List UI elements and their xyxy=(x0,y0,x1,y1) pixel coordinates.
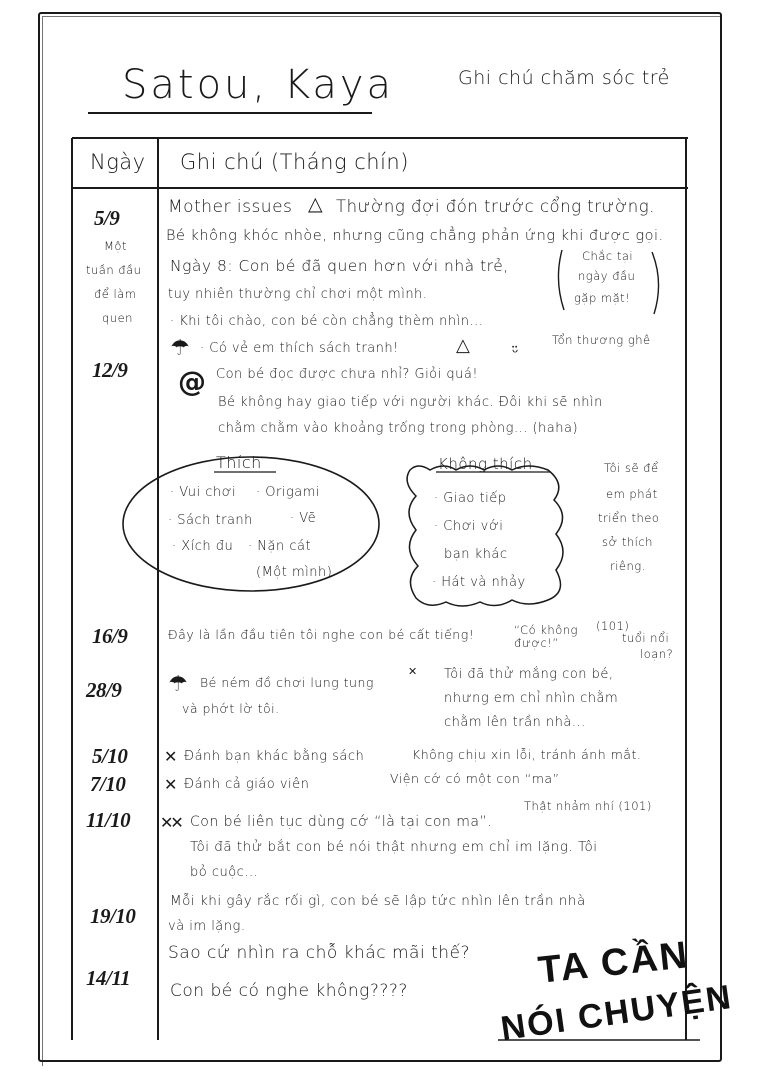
umbrella-icon: ☂ xyxy=(168,672,188,697)
margin-note-line: Thật nhảm nhí (101) xyxy=(524,799,652,813)
note-line: Đánh bạn khác bằng sách xyxy=(184,749,365,764)
like-item: (Một mình) xyxy=(256,565,333,580)
dislikes-title: Không thích xyxy=(438,455,533,473)
margin-note-line: gặp mặt! xyxy=(574,291,631,305)
margin-note-line: em phát xyxy=(606,487,658,501)
date-entry: 5/10 xyxy=(92,744,128,768)
double-cross-icon: ✕✕ xyxy=(160,813,181,832)
like-item: · Sách tranh xyxy=(168,513,253,528)
date-column-header: Ngày xyxy=(90,150,146,174)
note-line: nhưng em chỉ nhìn chằm xyxy=(444,691,619,706)
note-line: tuy nhiên thường chỉ chơi một mình. xyxy=(168,287,428,302)
margin-note-line: sở thích xyxy=(602,535,653,549)
dislike-item: · Hát và nhảy xyxy=(432,575,526,590)
note-line: Đánh cả giáo viên xyxy=(184,777,310,792)
note-line: Con bé có nghe không???? xyxy=(170,981,408,1001)
note-line: và phớt lờ tôi. xyxy=(182,701,280,716)
side-note-line: quen xyxy=(102,311,133,325)
note-line: chằm chằm vào khoảng trống trong phòng... (haha) xyxy=(218,421,579,436)
note-line: Bé ném đồ chơi lung tung xyxy=(200,675,374,690)
cross-icon: ✕ xyxy=(164,747,178,766)
sweat-face-icon: ᵕ̈ xyxy=(512,343,519,362)
note-line: Tôi đã thử mắng con bé, xyxy=(444,667,614,682)
dizzy-face-icon: ✕ xyxy=(408,665,418,678)
like-item: · Xích đu xyxy=(172,539,234,554)
note-line: Không chịu xin lỗi, tránh ánh mắt. xyxy=(412,747,642,762)
note-line: Đây là lần đầu tiên tôi nghe con bé cất tiếng! xyxy=(168,627,475,642)
margin-note-line: loạn? xyxy=(640,647,674,661)
date-entry: 12/9 xyxy=(92,358,128,382)
triangle-icon: △ xyxy=(308,193,323,215)
date-entry: 5/9 xyxy=(94,206,120,230)
star-doodle-icon: △ xyxy=(456,335,470,356)
margin-note-line: triển theo xyxy=(598,511,660,525)
like-item: · Vui chơi xyxy=(170,485,237,500)
note-line: Tôi đã thử bắt con bé nói thật nhưng em chỉ im lặng. Tôi xyxy=(190,839,598,855)
margin-note-line: Tôi sẽ để xyxy=(604,461,659,475)
margin-note-line: (101) xyxy=(596,619,630,633)
notes-column-header: Ghi chú (Tháng chín) xyxy=(180,150,409,174)
date-entry: 14/11 xyxy=(86,966,131,990)
side-note-line: Một xyxy=(104,239,127,253)
side-note-line: để làm xyxy=(94,287,137,301)
stamp-line: TA CẦN xyxy=(536,934,692,992)
note-line: Ngày 8: Con bé đã quen hơn với nhà trẻ, xyxy=(170,257,509,275)
note-line: và im lặng. xyxy=(168,919,246,934)
dislike-item: · Chơi với xyxy=(434,519,504,534)
spiral-icon: @ xyxy=(178,365,206,398)
like-item: · Nặn cát xyxy=(248,539,312,554)
note-line: chằm lên trần nhà... xyxy=(444,715,586,730)
likes-title: Thích xyxy=(216,453,262,472)
margin-note-line: ngày đầu xyxy=(578,269,636,283)
side-note-line: tuần đầu xyxy=(86,263,142,277)
like-item: · Origami xyxy=(256,485,320,500)
like-item: · Vẽ xyxy=(290,511,317,526)
dislike-item: bạn khác xyxy=(444,547,508,562)
child-name: Satou, Kaya xyxy=(122,62,395,108)
note-line: Thường đợi đón trước cổng trường. xyxy=(336,197,655,216)
note-line: Mỗi khi gây rắc rối gì, con bé sẽ lập tức nhìn lên trần nhà xyxy=(170,893,586,909)
note-line: Viện cớ có một con “ma” xyxy=(390,771,560,786)
date-entry: 19/10 xyxy=(90,904,136,928)
date-entry: 28/9 xyxy=(86,678,122,702)
quote-note: “Có không được!” xyxy=(514,623,578,651)
margin-note-line: Tổn thương ghê xyxy=(552,333,651,347)
cross-icon: ✕ xyxy=(164,775,178,794)
note-line: · Có vẻ em thích sách tranh! xyxy=(200,341,399,356)
note-line: Bé không khóc nhòe, nhưng cũng chẳng phản ứng khi được gọi. xyxy=(166,228,664,244)
form-title: Ghi chú chăm sóc trẻ xyxy=(458,67,670,89)
note-line: · Khi tôi chào, con bé còn chẳng thèm nhìn... xyxy=(170,314,484,329)
note-line: Mother issues xyxy=(168,197,293,217)
note-line: Con bé liên tục dùng cớ “là tại con ma”. xyxy=(190,814,493,830)
note-line: Bé không hay giao tiếp với người khác. Đôi khi sẽ nhìn xyxy=(218,395,603,410)
note-line: bỏ cuộc... xyxy=(190,865,259,880)
umbrella-icon: ☂ xyxy=(170,336,190,361)
note-line: Con bé đọc được chưa nhỉ? Giỏi quá! xyxy=(216,367,479,382)
dislike-item: · Giao tiếp xyxy=(434,491,507,506)
margin-note-line: tuổi nổi xyxy=(622,631,670,645)
margin-note-line: Chắc tại xyxy=(582,249,634,263)
date-entry: 16/9 xyxy=(92,624,128,648)
date-entry: 11/10 xyxy=(86,808,131,832)
margin-note-line: riêng. xyxy=(610,559,646,573)
date-entry: 7/10 xyxy=(90,772,126,796)
note-line: Sao cứ nhìn ra chỗ khác mãi thế? xyxy=(168,943,471,963)
stamp-line: NÓI CHUYỆN xyxy=(498,977,735,1049)
